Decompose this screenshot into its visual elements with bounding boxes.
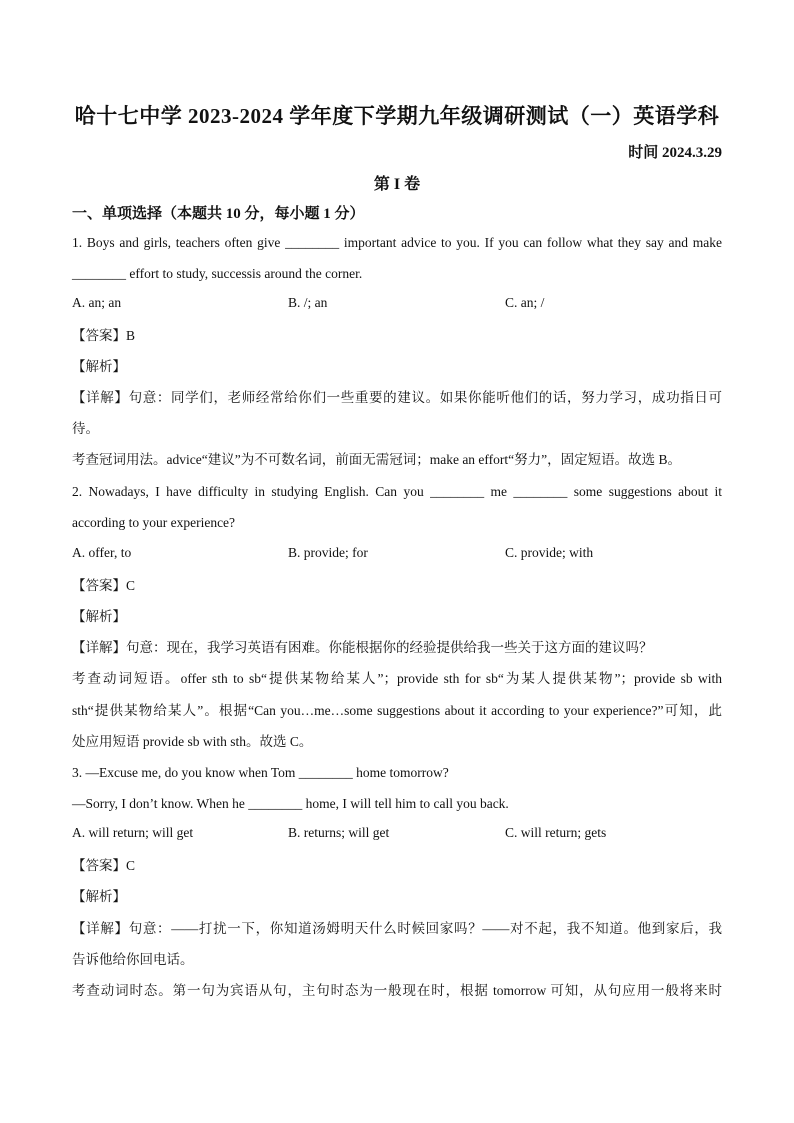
q1-detail-line-1: 【详解】句意：同学们，老师经常给你们一些重要的建议。如果你能听他们的话，努力学习，成功指日可 (72, 390, 722, 405)
q1-option-c: C. an; / (505, 295, 545, 310)
q1-stem-line-2: ________ effort to study, successis around the corner. (72, 266, 363, 281)
exam-date: 时间 2024.3.29 (628, 145, 722, 161)
q2-stem-line-1: 2. Nowadays, I have difficulty in studying English. Can you ________ me ________ some suggestions about it (72, 484, 722, 499)
q2-option-c: C. provide; with (505, 545, 594, 560)
q2-analysis-label: 【解析】 (72, 609, 126, 624)
q2-detail-line-1: 【详解】句意：现在，我学习英语有困难。你能根据你的经验提供给我一些关于这方面的建议吗？ (72, 640, 653, 655)
q3-analysis-label: 【解析】 (72, 889, 126, 904)
q3-detail-line-2: 告诉他给你回电话。 (72, 952, 194, 967)
q3-answer: 【答案】C (72, 858, 136, 873)
q2-option-a: A. offer, to (72, 545, 132, 560)
q2-detail-line-3: sth“提供某物给某人”。根据“Can you…me…some suggestions about it according to your experience?”可知，此 (72, 703, 722, 718)
q3-option-a: A. will return; will get (72, 825, 194, 840)
q2-stem-line-2: according to your experience? (72, 515, 236, 530)
q3-option-b: B. returns; will get (288, 825, 390, 840)
section-heading: 一、单项选择（本题共 10 分，每小题 1 分） (72, 206, 365, 222)
q1-answer: 【答案】B (72, 328, 136, 343)
q2-detail-line-2: 考查动词短语。offer sth to sb“提供某物给某人”；provide sth for sb“为某人提供某物”；provide sb with (72, 671, 722, 686)
q2-option-b: B. provide; for (288, 545, 368, 560)
q1-option-b: B. /; an (288, 295, 328, 310)
q1-analysis-label: 【解析】 (72, 359, 126, 374)
q3-detail-line-3: 考查动词时态。第一句为宾语从句，主句时态为一般现在时，根据 tomorrow 可知，从句应用一般将来时 (72, 983, 722, 998)
page-title: 哈十七中学 2023-2024 学年度下学期九年级调研测试（一）英语学科 (74, 104, 720, 128)
q3-detail-line-1: 【详解】句意：——打扰一下，你知道汤姆明天什么时候回家吗？——对不起，我不知道。他到家后，我 (72, 921, 722, 936)
q1-option-a: A. an; an (72, 295, 122, 310)
volume-heading: 第 I 卷 (373, 176, 421, 193)
q2-detail-line-4: 处应用短语 provide sb with sth。故选 C。 (72, 734, 313, 749)
q1-detail-line-2: 待。 (72, 421, 99, 436)
q3-option-c: C. will return; gets (505, 825, 607, 840)
q1-detail-line-3: 考查冠词用法。advice“建议”为不可数名词，前面无需冠词；make an effort“努力”，固定短语。故选 B。 (72, 452, 682, 467)
q2-answer: 【答案】C (72, 578, 136, 593)
q3-stem-line-1: 3. —Excuse me, do you know when Tom ________ home tomorrow? (72, 765, 449, 780)
q3-stem-line-2: —Sorry, I don’t know. When he ________ home, I will tell him to call you back. (72, 796, 509, 811)
q1-stem-line-1: 1. Boys and girls, teachers often give ________ important advice to you. If you can follow what they say and make (72, 235, 722, 250)
